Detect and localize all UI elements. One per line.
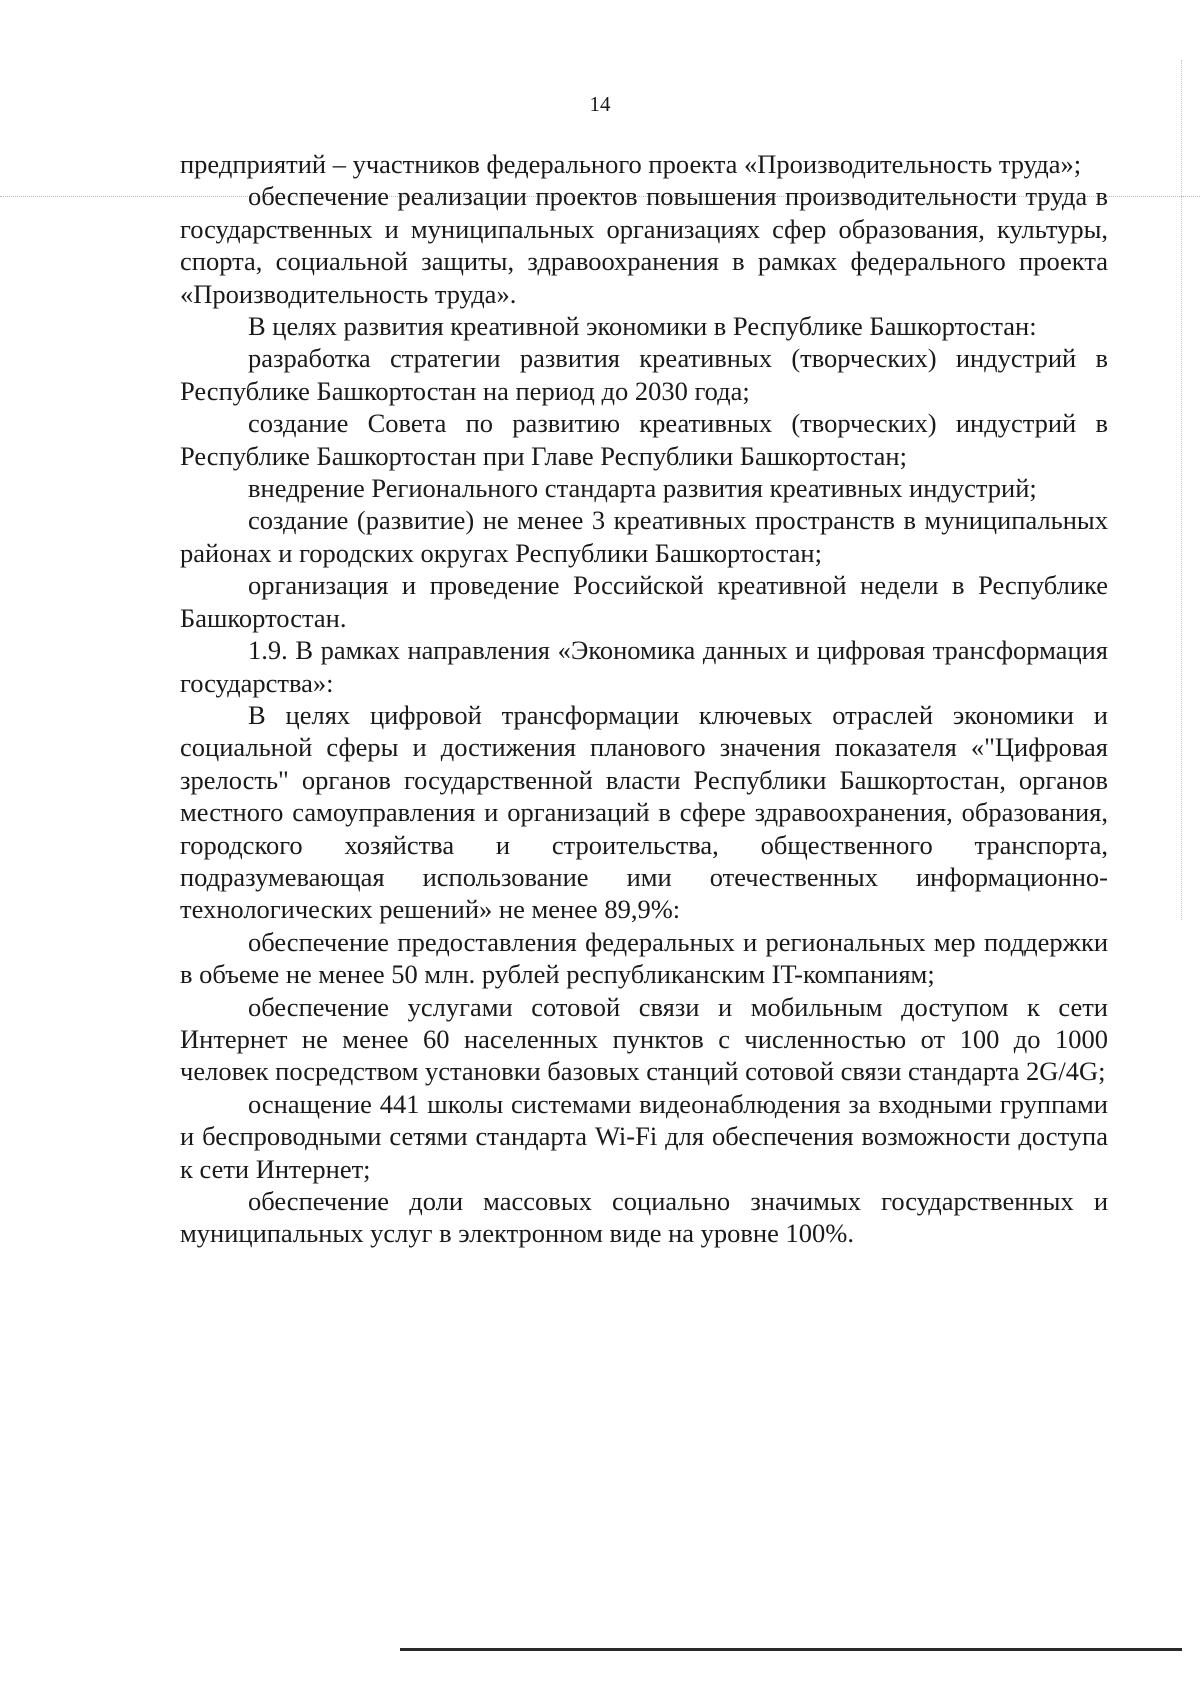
paragraph: оснащение 441 школы системами видеонаблюдения за входными группами и беспроводными сетями стандарта Wi-Fi для обеспечения возможности доступа к сети Интернет; [180,1088,1108,1184]
paragraph: организация и проведение Российской креативной недели в Республике Башкортостан. [180,570,1108,633]
section-heading: 1.9. В рамках направления «Экономика данных и цифровая трансформация государства»: [180,635,1108,698]
paragraph: В целях развития креативной экономики в Республике Башкортостан: [248,311,1037,342]
document-body [180,148,1108,1250]
paragraph: В целях цифровой трансформации ключевых отраслей экономики и социальной сферы и достижения планового значения показателя «"Цифровая зрелость" органов государственной власти Республики Башкортостан, органов местного самоуправления и организаций в сфере здравоохранения, образования, городского хозяйства и строительства, общественного транспорта, подразумевающая использование ими отечественных информационно-технологических решений» не менее 89,9%: [180,699,1108,925]
paragraph: создание Совета по развитию креативных (творческих) индустрий в Республике Башкортостан при Главе Республики Башкортостан; [180,408,1108,471]
paragraph: разработка стратегии развития креативных (творческих) индустрий в Республике Башкортостан на период до 2030 года; [180,343,1108,406]
page-number: 14 [589,92,611,116]
paragraph: обеспечение реализации проектов повышения производительности труда в государственных и муниципальных организациях сфер образования, культуры, спорта, социальной защиты, здравоохранения в рамках федерального проекта «Производительность труда». [180,181,1108,309]
paragraph: обеспечение предоставления федеральных и региональных мер поддержки в объеме не менее 50 млн. рублей республиканским IT-компаниям; [180,926,1108,990]
scan-artifact-bottom-rule [400,1648,1182,1651]
paragraph: обеспечение доли массовых социально значимых государственных и муниципальных услуг в электронном виде на уровне 100%. [180,1186,1108,1249]
paragraph: создание (развитие) не менее 3 креативных пространств в муниципальных районах и городских округах Республики Башкортостан; [180,505,1108,568]
paragraph: внедрение Регионального стандарта развития креативных индустрий; [248,473,1037,504]
paragraph: обеспечение услугами сотовой связи и мобильным доступом к сети Интернет не менее 60 населенных пунктов с численностью от 100 до 1000 человек посредством установки базовых станций сотовой связи стандарта 2G/4G; [180,991,1108,1087]
scan-artifact-edge [1181,60,1182,920]
paragraph: предприятий – участников федерального проекта «Производительность труда»; [180,149,1082,179]
